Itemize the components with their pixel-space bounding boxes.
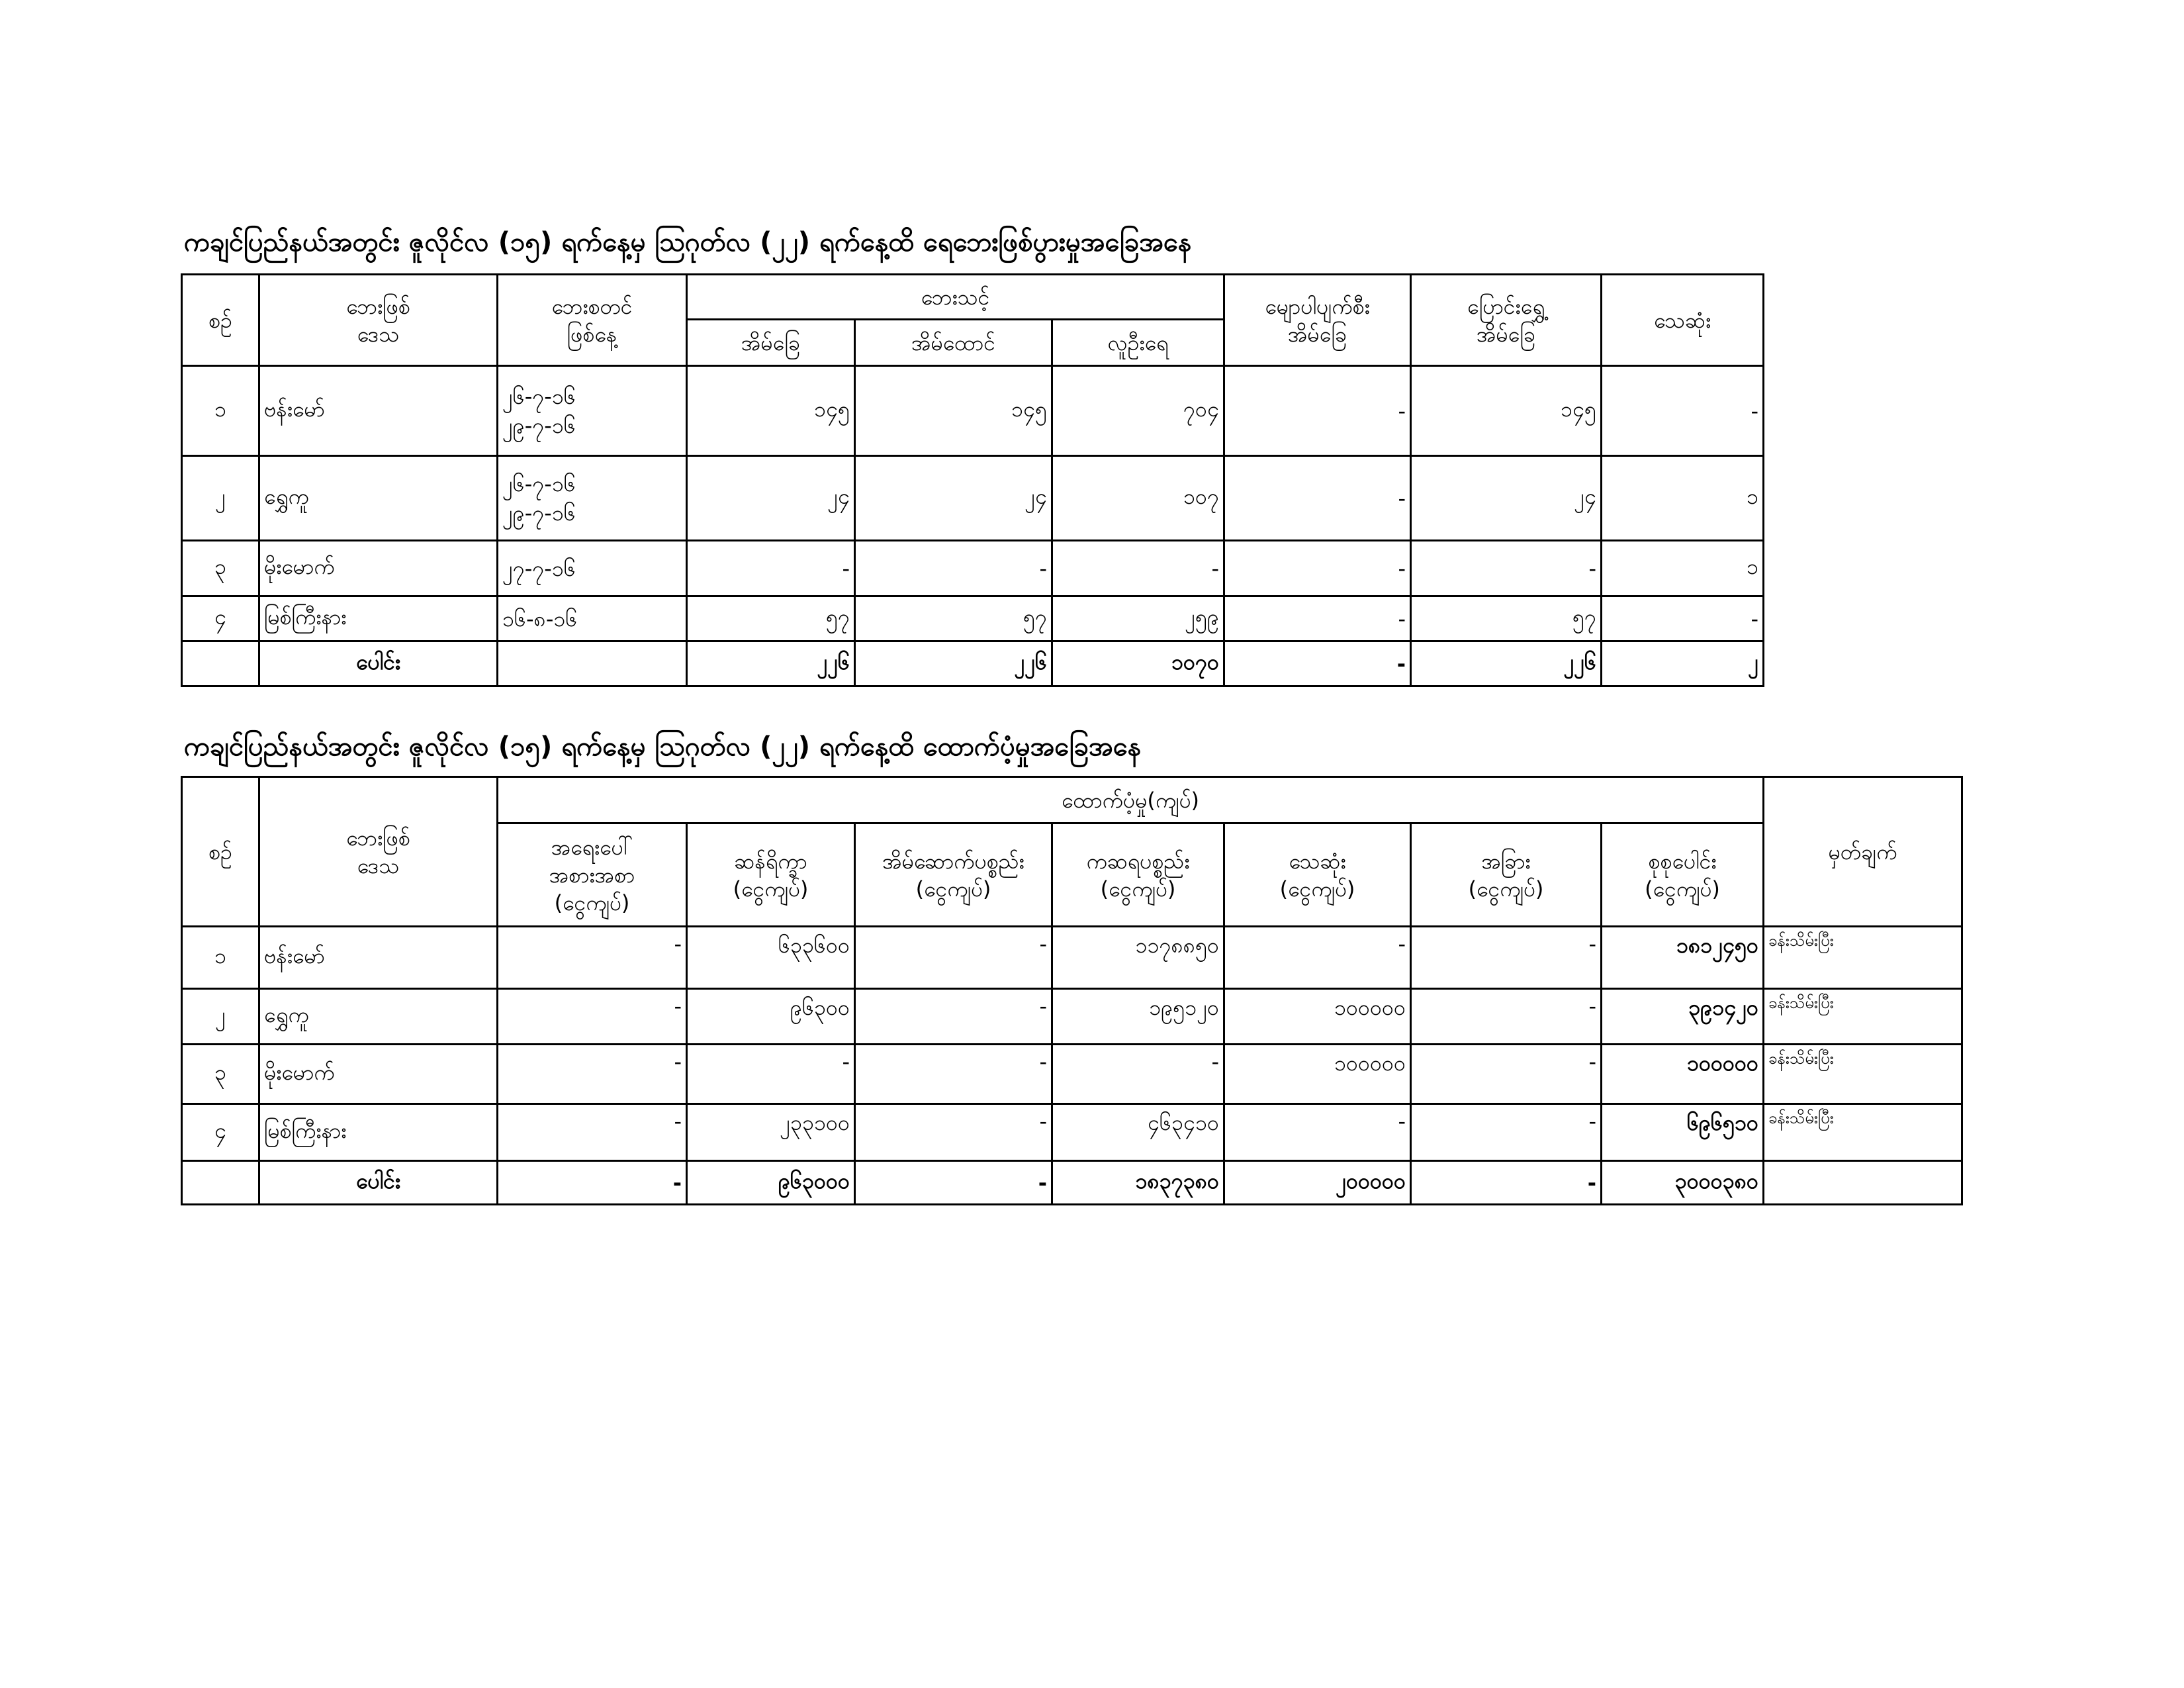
cell-housing: - [855, 1045, 1052, 1104]
cell-no: ၄ [182, 596, 259, 641]
cell-deaths: - [1602, 366, 1764, 456]
header-houses: အိမ်ခြေ [687, 320, 855, 366]
cell-no: ၄ [182, 1104, 259, 1161]
cell-other: - [1411, 927, 1602, 989]
cell-people: - [1052, 541, 1224, 596]
table-row [182, 596, 1764, 641]
cell-households: ၅၇ [855, 596, 1052, 641]
cell-people: ၇၀၄ [1052, 366, 1224, 456]
total-rice: ၉၆၃၀၀၀ [687, 1161, 855, 1205]
relief-support-table [181, 776, 1963, 1205]
cell-kitchen: ၁၉၅၁၂၀ [1052, 989, 1224, 1045]
cell-death: ၁၀၀၀၀၀ [1224, 989, 1411, 1045]
total-label: ပေါင်း [259, 1161, 498, 1205]
cell-no: ၃ [182, 541, 259, 596]
cell-relocated: ၁၄၅ [1411, 366, 1602, 456]
cell-other: - [1411, 989, 1602, 1045]
cell-sum: ၁၈၁၂၄၅၀ [1602, 927, 1764, 989]
cell-date: ၂၆-၇-၁၆ ၂၉-၇-၁၆ [498, 366, 687, 456]
total-deaths: ၂ [1602, 641, 1764, 686]
cell-region: ဗန်းမော် [259, 366, 498, 456]
cell-no [182, 1161, 259, 1205]
cell-households: - [855, 541, 1052, 596]
header-support: ထောက်ပံ့မှု(ကျပ်) [498, 777, 1764, 823]
cell-region: ရွှေကူ [259, 989, 498, 1045]
cell-remarks: ခန်းသိမ်းပြီး [1764, 927, 1962, 989]
cell-region: ရွှေကူ [259, 456, 498, 541]
cell-housing: - [855, 1104, 1052, 1161]
cell-housing: - [855, 989, 1052, 1045]
cell-death: - [1224, 1104, 1411, 1161]
cell-washed: - [1224, 596, 1411, 641]
cell-date: ၂၇-၇-၁၆ [498, 541, 687, 596]
cell-rice: - [687, 1045, 855, 1104]
table-row [182, 1104, 1962, 1161]
cell-other: - [1411, 1104, 1602, 1161]
header-remarks: မှတ်ချက် [1764, 777, 1962, 927]
cell-sum: ၁၀၀၀၀၀ [1602, 1045, 1764, 1104]
cell-washed: - [1224, 456, 1411, 541]
cell-food: - [498, 989, 687, 1045]
cell-kitchen: ၁၁၇၈၈၅၀ [1052, 927, 1224, 989]
total-row [182, 1161, 1962, 1205]
cell-no: ၃ [182, 1045, 259, 1104]
cell-sum: ၆၉၆၅၁၀ [1602, 1104, 1764, 1161]
total-households: ၂၂၆ [855, 641, 1052, 686]
table-row [182, 366, 1764, 456]
table-row [182, 989, 1962, 1045]
header-emergency-food: အရေးပေါ် အစားအစာ (ငွေကျပ်) [498, 823, 687, 927]
header-no: စဉ် [182, 275, 259, 366]
table-row [182, 541, 1764, 596]
flood-situation-title: ကချင်ပြည်နယ်အတွင်း ဇူလိုင်လ (၁၅) ရက်နေ့မှ ဩဂုတ်လ (၂၂) ရက်နေ့ထိ ရေဘေးဖြစ်ပွားမှုအခြေအနေ [184, 227, 1192, 258]
cell-food: - [498, 1045, 687, 1104]
total-label: ပေါင်း [259, 641, 498, 686]
total-people: ၁၀၇၀ [1052, 641, 1224, 686]
total-row [182, 641, 1764, 686]
cell-people: ၁၀၇ [1052, 456, 1224, 541]
cell-houses: ၂၄ [687, 456, 855, 541]
total-other: - [1411, 1161, 1602, 1205]
header-death-support: သေဆုံး (ငွေကျပ်) [1224, 823, 1411, 927]
cell-date [498, 641, 687, 686]
cell-date: ၁၆-၈-၁၆ [498, 596, 687, 641]
header-grand-total: စုစုပေါင်း (ငွေကျပ်) [1602, 823, 1764, 927]
cell-relocated: ၅၇ [1411, 596, 1602, 641]
header-households: အိမ်ထောင် [855, 320, 1052, 366]
cell-region: မြစ်ကြီးနား [259, 1104, 498, 1161]
total-relocated: ၂၂၆ [1411, 641, 1602, 686]
header-region: ဘေးဖြစ် ဒေသ [259, 777, 498, 927]
table-row [182, 1045, 1962, 1104]
header-start-date: ဘေးစတင် ဖြစ်နေ့ [498, 275, 687, 366]
header-other: အခြား (ငွေကျပ်) [1411, 823, 1602, 927]
relief-support-title: ကချင်ပြည်နယ်အတွင်း ဇူလိုင်လ (၁၅) ရက်နေ့မှ ဩဂုတ်လ (၂၂) ရက်နေ့ထိ ထောက်ပံ့မှုအခြေအနေ [184, 731, 1142, 762]
cell-death: - [1224, 927, 1411, 989]
cell-no: ၁ [182, 927, 259, 989]
cell-region: မိုးမောက် [259, 541, 498, 596]
cell-region: မြစ်ကြီးနား [259, 596, 498, 641]
cell-housing: - [855, 927, 1052, 989]
cell-death: ၁၀၀၀၀၀ [1224, 1045, 1411, 1104]
cell-remarks: ခန်းသိမ်းပြီး [1764, 1045, 1962, 1104]
cell-rice: ၂၃၃၁၀၀ [687, 1104, 855, 1161]
cell-washed: - [1224, 366, 1411, 456]
cell-remarks: ခန်းသိမ်းပြီး [1764, 1104, 1962, 1161]
cell-no [182, 641, 259, 686]
cell-households: ၁၄၅ [855, 366, 1052, 456]
header-rice: ဆန်ရိက္ခာ (ငွေကျပ်) [687, 823, 855, 927]
cell-food: - [498, 927, 687, 989]
header-relocated-houses: ပြောင်းရွှေ့ အိမ်ခြေ [1411, 275, 1602, 366]
header-washed-houses: မျောပါပျက်စီး အိမ်ခြေ [1224, 275, 1411, 366]
table-row [182, 456, 1764, 541]
cell-relocated: - [1411, 541, 1602, 596]
total-housing: - [855, 1161, 1052, 1205]
header-housing-materials: အိမ်ဆောက်ပစ္စည်း (ငွေကျပ်) [855, 823, 1052, 927]
header-kitchen-items: ကဆရပစ္စည်း (ငွေကျပ်) [1052, 823, 1224, 927]
header-no: စဉ် [182, 777, 259, 927]
cell-people: ၂၅၉ [1052, 596, 1224, 641]
cell-households: ၂၄ [855, 456, 1052, 541]
cell-rice: ၉၆၃၀၀ [687, 989, 855, 1045]
cell-deaths: ၁ [1602, 541, 1764, 596]
header-people: လူဦးရေ [1052, 320, 1224, 366]
total-houses: ၂၂၆ [687, 641, 855, 686]
flood-situation-table [181, 273, 1764, 687]
cell-no: ၁ [182, 366, 259, 456]
total-kitchen: ၁၈၃၇၃၈၀ [1052, 1161, 1224, 1205]
total-washed: - [1224, 641, 1411, 686]
cell-deaths: - [1602, 596, 1764, 641]
cell-food: - [498, 1104, 687, 1161]
cell-no: ၂ [182, 989, 259, 1045]
cell-date: ၂၆-၇-၁၆ ၂၉-၇-၁၆ [498, 456, 687, 541]
cell-washed: - [1224, 541, 1411, 596]
cell-other: - [1411, 1045, 1602, 1104]
cell-no: ၂ [182, 456, 259, 541]
header-deaths: သေဆုံး [1602, 275, 1764, 366]
cell-deaths: ၁ [1602, 456, 1764, 541]
cell-remarks: ခန်းသိမ်းပြီး [1764, 989, 1962, 1045]
cell-houses: ၁၄၅ [687, 366, 855, 456]
table-row [182, 927, 1962, 989]
cell-kitchen: ၄၆၃၄၁၀ [1052, 1104, 1224, 1161]
header-affected: ဘေးသင့် [687, 275, 1224, 320]
header-region: ဘေးဖြစ် ဒေသ [259, 275, 498, 366]
total-remarks [1764, 1161, 1962, 1205]
total-sum: ၃၀၀၀၃၈၀ [1602, 1161, 1764, 1205]
cell-sum: ၃၉၁၄၂၀ [1602, 989, 1764, 1045]
total-death: ၂၀၀၀၀၀ [1224, 1161, 1411, 1205]
cell-region: ဗန်းမော် [259, 927, 498, 989]
total-food: - [498, 1161, 687, 1205]
cell-houses: - [687, 541, 855, 596]
cell-rice: ၆၃၃၆၀၀ [687, 927, 855, 989]
cell-kitchen: - [1052, 1045, 1224, 1104]
cell-houses: ၅၇ [687, 596, 855, 641]
cell-relocated: ၂၄ [1411, 456, 1602, 541]
cell-region: မိုးမောက် [259, 1045, 498, 1104]
